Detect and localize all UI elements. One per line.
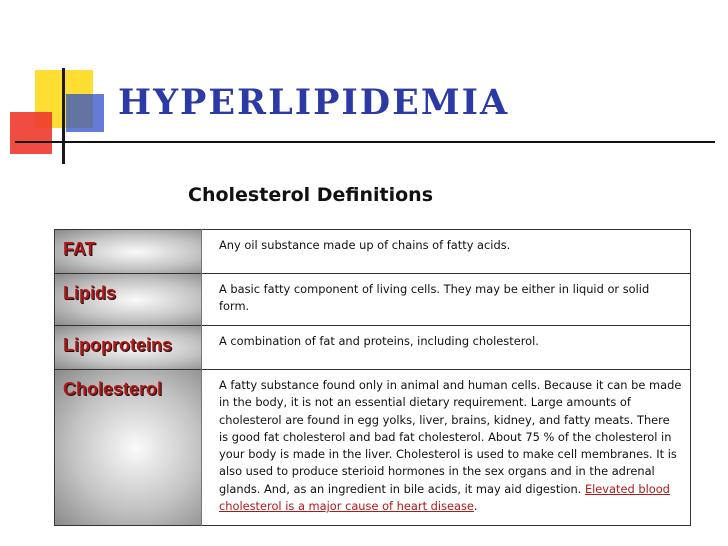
term-cell [55,326,202,370]
emphasis-period: . [473,499,478,514]
decorative-vertical-line [62,68,65,164]
term-cell [55,230,202,274]
emphasis-link[interactable]: Elevated blood cholesterol is a major cause of heart disease [219,481,670,514]
table-row [55,274,691,326]
term-label: Lipids [63,283,116,303]
definition-text: Any oil substance made up of chains of fatty acids. [202,230,691,274]
term-label: Cholesterol [63,379,163,399]
definition-text: A combination of fat and proteins, including cholesterol. [202,326,691,370]
title-underline-divider [15,141,715,143]
term-label: Lipoproteins [63,335,172,355]
table-subtitle: Cholesterol Definitions [188,184,434,206]
definition-text: A basic fatty component of living cells. They may be either in liquid or solid form. [202,274,691,326]
definition-text: A fatty substance found only in animal and human cells. Because it can be made in the body, it is not an essential dietary requirement. Large amounts of cholesterol are found in egg yolks, liver, brains, kidney, and fatty meats. There is good fat cholesterol and bad fat cholesterol. About 75 % of the cholesterol in your body is made in the liver. Cholesterol is used to make cell membranes. It is also used to produce sterioid hormones in the sex organs and in the adrenal glands. And, as an ingredient in bile acids, it may aid digestion. [219,378,682,496]
term-label: FAT [63,239,96,259]
decorative-blue-square [66,94,104,132]
table-row [55,326,691,370]
table-row [55,230,691,274]
term-cell [55,370,202,526]
term-cell [55,274,202,326]
definition-cell [202,370,691,526]
decorative-red-square [10,112,52,154]
definitions-table [54,229,691,526]
slide-title: HYPERLIPIDEMIA [118,82,510,123]
table-row [55,370,691,526]
